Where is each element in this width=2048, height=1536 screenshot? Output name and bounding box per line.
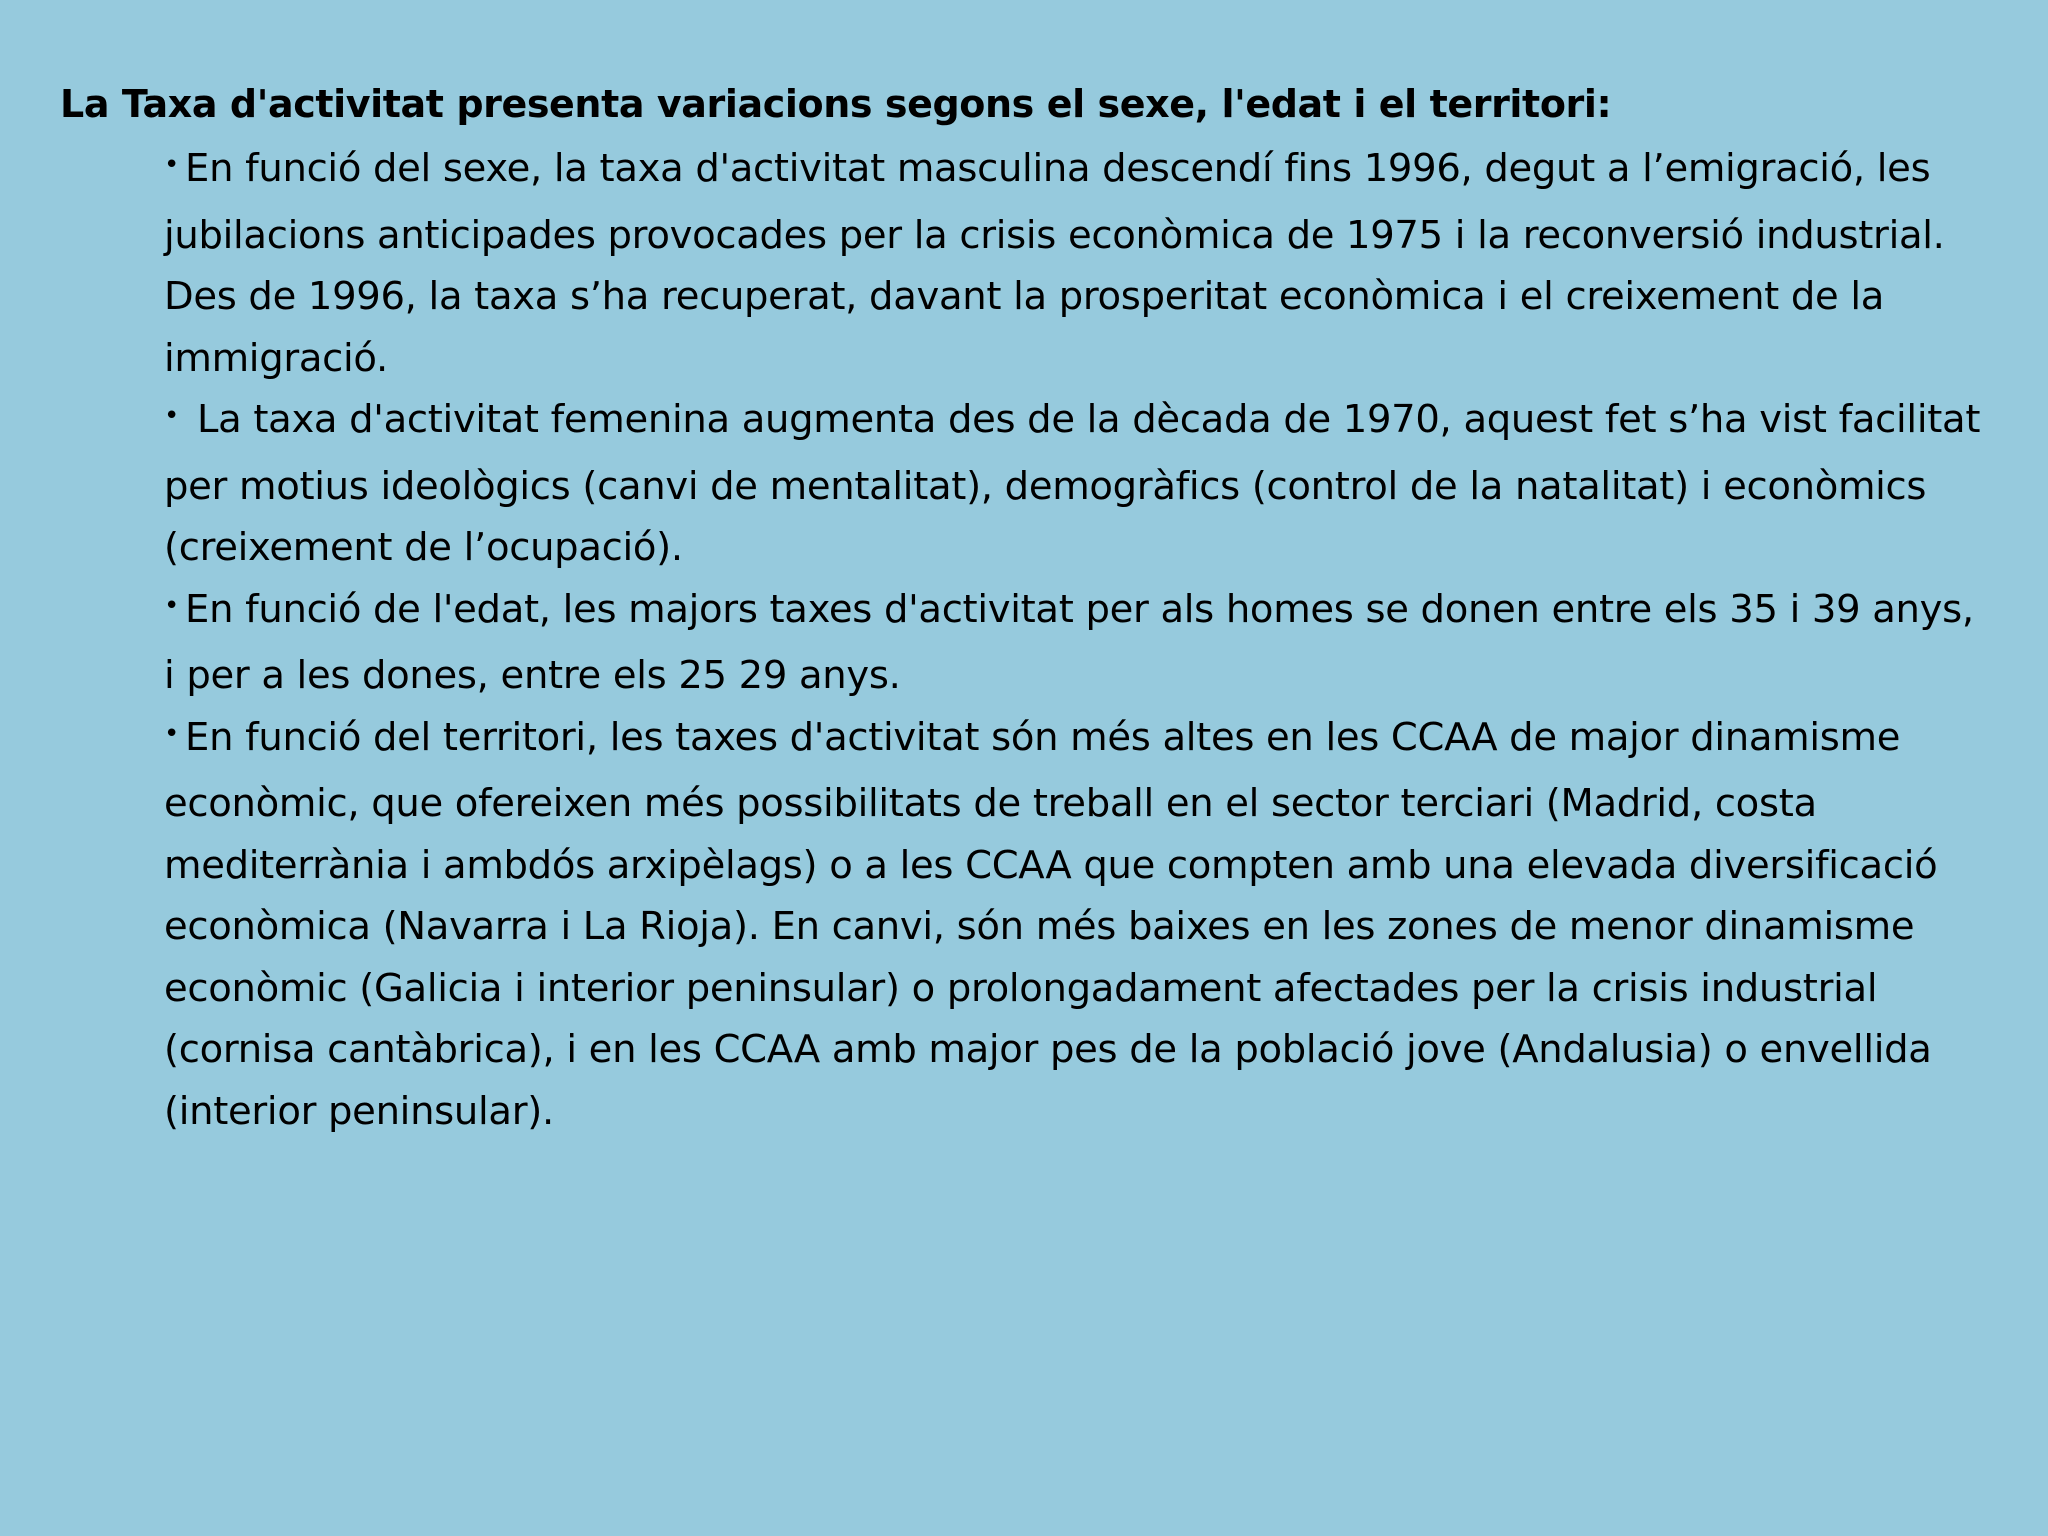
bullet-item-sex-male (164, 138, 1994, 389)
bullet-dot-icon: • (164, 150, 180, 180)
bullet-dot-icon: • (164, 718, 180, 749)
bullet-text: La taxa d'activitat femenina augmenta des de la dècada de 1970, aquest fet s’ha vist facilitat per motius ideològics (canvi de mentalitat), demogràfics (control de la natalitat) i econòmics (creixement de l’ocupació). (164, 397, 1981, 570)
bullet-dot-icon: • (164, 401, 180, 431)
bullet-dot-icon: • (164, 590, 180, 621)
bullet-text: En funció del territori, les taxes d'activitat són més altes en les CCAA de major dinamisme econòmic, que ofereixen més possibilitats de treball en el sector terciari (Madrid, costa mediterrània i ambdós arxipèlags) o a les CCAA que compten amb una elevada diversificació econòmica (Navarra i La Rioja). En canvi, són més baixes en les zones de menor dinamisme econòmic (Galicia i interior peninsular) o prolongadament afectades per la crisis industrial (cornisa cantàbrica), i en les CCAA amb major pes de la població jove (Andalusia) o envellida (interior peninsular). (164, 714, 1938, 1134)
bullet-list (164, 138, 1994, 1142)
bullet-item-territory (164, 707, 1994, 1143)
bullet-item-sex-female (164, 389, 1994, 579)
bullet-text: En funció de l'edat, les majors taxes d'activitat per als homes se donen entre els 35 i 39 anys, i per a les dones, entre els 25 29 anys. (164, 586, 1974, 698)
bullet-text: En funció del sexe, la taxa d'activitat masculina descendí fins 1996, degut a l’emigració, les jubilacions anticipades provocades per la crisis econòmica de 1975 i la reconversió industrial. Des de 1996, la taxa s’ha recuperat, davant la prosperitat econòmica i el creixement de la immigració. (164, 146, 1945, 381)
bullet-item-age (164, 579, 1994, 707)
slide-heading: La Taxa d'activitat presenta variacions segons el sexe, l'edat i el territori: (60, 82, 1612, 126)
